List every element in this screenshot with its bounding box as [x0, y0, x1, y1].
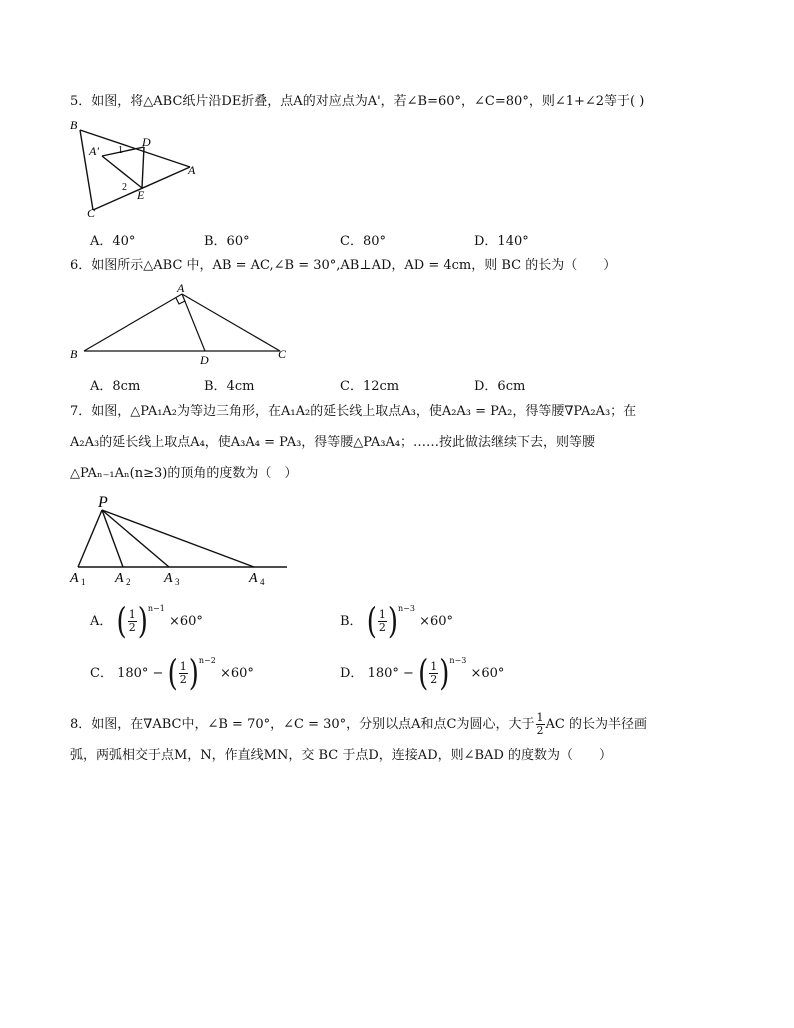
q7-label-A1-sub: 1	[81, 577, 86, 587]
q6-label-C: C	[278, 347, 287, 361]
q6-option-a: A．8cm	[90, 379, 141, 394]
q7-label-A4-sub: 4	[260, 577, 265, 587]
q7-option-b-den: 2	[378, 621, 386, 634]
q7-label-A2-sub: 2	[126, 577, 131, 587]
q7-option-a: A． ( $\frac{1}{2}$ )$^{n-1}$ ×60°	[90, 601, 203, 642]
figure-q6-triangle	[68, 281, 298, 367]
q7-option-c-num: 1	[179, 660, 187, 673]
q7-option-b-tail: ×60°	[419, 614, 454, 629]
q7-label-A1: A	[70, 571, 79, 586]
q5-option-a: A．40°	[90, 234, 136, 249]
q5-label-A: A	[188, 163, 196, 177]
question-7-line-2: A₂A₃的延长线上取点A₄，使A₃A₄ = PA₃，得等腰△PA₃A₄；……按此做法继续下去，则等腰	[70, 435, 596, 450]
q5-label-E: E	[137, 188, 145, 202]
q5-label-D: D	[142, 135, 151, 149]
question-6-text: 6．如图所示△ABC 中，AB = AC,∠B = 30°,AB⊥AD，AD = 4cm，则 BC 的长为（ ）	[70, 258, 617, 273]
q7-option-d: D． 180° − ( $\frac{1}{2}$ )$^{n-3}$ ×60°	[340, 653, 505, 694]
q7-label-P: P	[98, 494, 108, 511]
q8-line-1-start: 8．如图，在∇ABC中，∠B = 70°，∠C = 30°，分别以点A和点C为圆心，大于	[70, 717, 535, 732]
q7-option-b-exp: n−3	[398, 604, 415, 613]
question-7-line-3: △PAₙ₋₁Aₙ(n≥3)的顶角的度数为（ ）	[70, 466, 298, 481]
q7-option-a-num: 1	[128, 608, 136, 621]
q5-option-c: C．80°	[340, 234, 386, 249]
q6-label-A: A	[177, 281, 185, 295]
q7-option-d-num: 1	[430, 660, 438, 673]
q8-frac-num: 1	[536, 711, 544, 724]
q7-option-a-tail: ×60°	[168, 614, 203, 629]
q7-option-a-exp: n−1	[147, 604, 165, 613]
q7-option-d-head: 180° −	[367, 666, 414, 681]
q6-option-b: B．4cm	[204, 379, 255, 394]
q5-option-d: D．140°	[474, 234, 529, 249]
q7-option-c-exp: n−2	[198, 656, 216, 665]
q7-label-A2: A	[115, 571, 124, 586]
q5-label-angle-1: 1	[118, 145, 123, 156]
q7-option-b: B． ( $\frac{1}{2}$ )$^{n-3}$ ×60°	[340, 601, 454, 642]
question-8-line-1	[70, 712, 710, 737]
q7-label-A4: A	[249, 571, 258, 586]
figure-q7-isosceles-chain	[68, 492, 298, 592]
q7-option-c-letter: C．	[90, 666, 113, 681]
q6-option-d: D．6cm	[474, 379, 526, 394]
q6-option-c: C．12cm	[340, 379, 400, 394]
q7-option-c-tail: ×60°	[219, 666, 254, 681]
figure-q5-folded-triangle	[70, 118, 200, 218]
q7-option-c: C． 180° − ( $\frac{1}{2}$ )$^{n-2}$ ×60°	[90, 653, 254, 694]
q7-option-c-den: 2	[179, 673, 187, 686]
q6-label-D: D	[200, 353, 209, 367]
q7-option-d-letter: D．	[340, 666, 364, 681]
q7-option-b-letter: B．	[340, 614, 363, 629]
q5-label-C: C	[87, 206, 96, 220]
q7-option-d-tail: ×60°	[470, 666, 505, 681]
q8-frac-den: 2	[536, 724, 544, 737]
q7-label-A3-sub: 3	[175, 577, 180, 587]
q7-label-A3: A	[164, 571, 173, 586]
q8-line-1-end: AC 的长为半径画	[545, 717, 647, 732]
q7-option-a-letter: A．	[90, 614, 113, 629]
question-5-text: 5．如图，将△ABC纸片沿DE折叠，点A的对应点为A'，若∠B=60°，∠C=80°，则∠1+∠2等于( )	[70, 94, 645, 109]
q5-label-A-prime: A′	[89, 144, 99, 158]
q7-option-d-exp: n−3	[449, 656, 467, 665]
q7-option-a-den: 2	[128, 621, 136, 634]
q5-label-angle-2: 2	[122, 182, 127, 193]
q7-option-b-num: 1	[378, 608, 386, 621]
q5-option-b: B．60°	[204, 234, 250, 249]
q7-option-c-head: 180° −	[117, 666, 164, 681]
q5-label-B: B	[70, 118, 78, 132]
q7-option-d-den: 2	[430, 673, 438, 686]
question-8-line-2: 弧，两弧相交于点M，N，作直线MN，交 BC 于点D，连接AD，则∠BAD 的度数为（ ）	[70, 748, 613, 763]
q6-label-B: B	[70, 347, 78, 361]
question-7-line-1: 7．如图，△PA₁A₂为等边三角形，在A₁A₂的延长线上取点A₃，使A₂A₃ = PA₂，得等腰∇PA₂A₃；在	[70, 404, 637, 419]
